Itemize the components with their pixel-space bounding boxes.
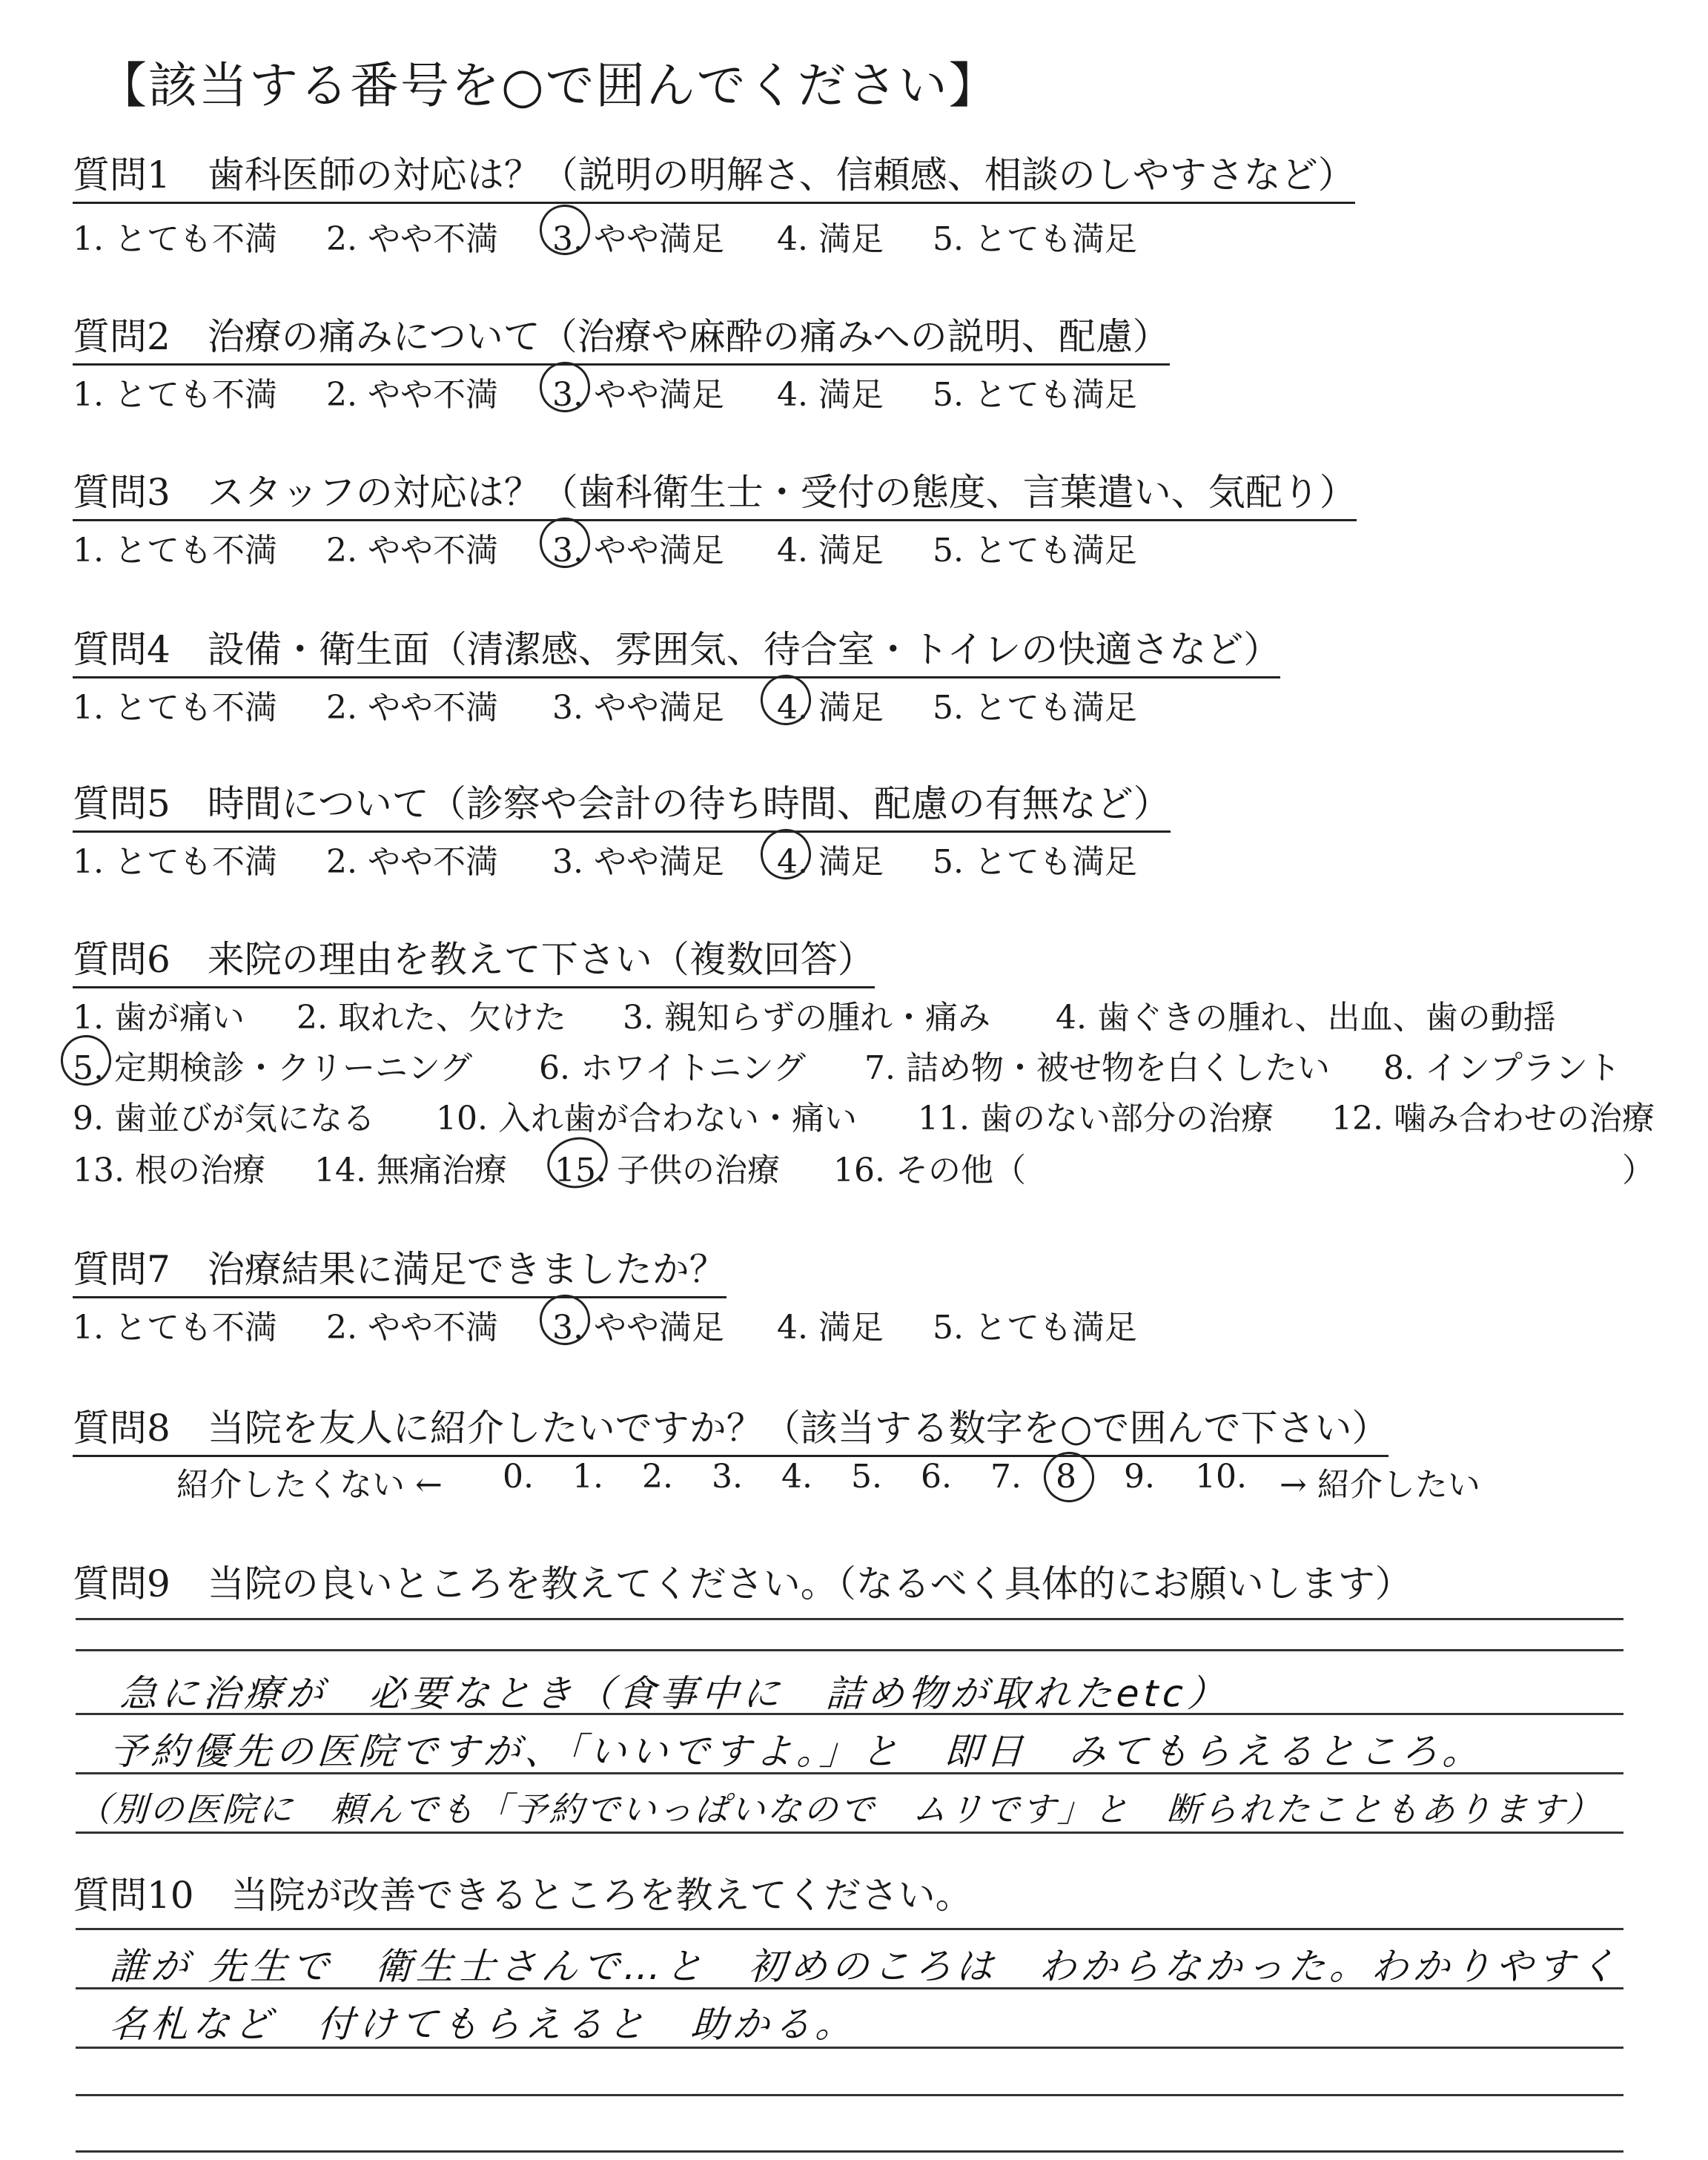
q8-right-label: → 紹介したい bbox=[1280, 1466, 1480, 1504]
question-8-title: 質問8 当院を友人に紹介したいですか？（該当する数字を○で囲んで下さい） bbox=[73, 1398, 1388, 1457]
q1-option-3[interactable]: 3. やや満足 bbox=[552, 220, 724, 258]
q6-option-2[interactable]: 2. 取れた、欠けた bbox=[297, 999, 566, 1037]
q9-answer-line-1 bbox=[76, 1618, 1623, 1620]
q6-option-16[interactable]: 16. その他（ bbox=[833, 1152, 1026, 1189]
q7-option-3[interactable]: 3. やや満足 bbox=[552, 1309, 724, 1347]
q8-number-8[interactable]: 8 bbox=[1056, 1458, 1076, 1496]
q6-option-1[interactable]: 1. 歯が痛い bbox=[73, 999, 245, 1037]
q9-answer-text-1[interactable]: 急に治療が 必要なとき（食事中に 詰め物が取れたetc） bbox=[119, 1672, 1231, 1715]
q8-number-1[interactable]: 1. bbox=[572, 1458, 603, 1496]
q5-option-3[interactable]: 3. やや満足 bbox=[552, 843, 724, 881]
q8-number-9[interactable]: 9. bbox=[1124, 1458, 1155, 1496]
q1-option-5[interactable]: 5. とても満足 bbox=[933, 220, 1137, 258]
q8-number-0[interactable]: 0. bbox=[503, 1458, 534, 1496]
q2-option-2[interactable]: 2. やや不満 bbox=[326, 376, 498, 414]
q8-number-7[interactable]: 7. bbox=[990, 1458, 1022, 1496]
question-4-title: 質問4 設備・衛生面（清潔感、雰囲気、待合室・トイレの快適さなど） bbox=[73, 620, 1280, 678]
q3-option-5[interactable]: 5. とても満足 bbox=[933, 532, 1137, 569]
q8-number-10[interactable]: 10. bbox=[1195, 1458, 1247, 1496]
q2-option-5[interactable]: 5. とても満足 bbox=[933, 376, 1137, 414]
q7-option-2[interactable]: 2. やや不満 bbox=[326, 1309, 498, 1347]
q10-answer-text-2[interactable]: 名札など 付けてもらえると 助かる。 bbox=[108, 2003, 858, 2046]
q6-option-4[interactable]: 4. 歯ぐきの腫れ、出血、歯の動揺 bbox=[1056, 999, 1556, 1037]
q4-option-2[interactable]: 2. やや不満 bbox=[326, 689, 498, 727]
q5-option-5[interactable]: 5. とても満足 bbox=[933, 843, 1137, 881]
form-heading: 【該当する番号を○で囲んでください】 bbox=[98, 57, 999, 114]
q6-option-3[interactable]: 3. 親知らずの腫れ・痛み bbox=[623, 999, 990, 1037]
q1-option-1[interactable]: 1. とても不満 bbox=[73, 220, 277, 258]
q2-option-1[interactable]: 1. とても不満 bbox=[73, 376, 277, 414]
q7-option-5[interactable]: 5. とても満足 bbox=[933, 1309, 1137, 1347]
q8-number-4[interactable]: 4. bbox=[781, 1458, 812, 1496]
q6-option-12[interactable]: 12. 噛み合わせの治療 bbox=[1331, 1100, 1655, 1137]
q8-number-6[interactable]: 6. bbox=[921, 1458, 952, 1496]
q6-option-13[interactable]: 13. 根の治療 bbox=[73, 1152, 265, 1189]
q6-option-14[interactable]: 14. 無痛治療 bbox=[314, 1152, 507, 1189]
question-10-title: 質問10 当院が改善できるところを教えてください。 bbox=[73, 1874, 973, 1917]
q6-option-6[interactable]: 6. ホワイトニング bbox=[539, 1049, 807, 1087]
q4-option-5[interactable]: 5. とても満足 bbox=[933, 689, 1137, 727]
q1-option-2[interactable]: 2. やや不満 bbox=[326, 220, 498, 258]
q3-option-1[interactable]: 1. とても不満 bbox=[73, 532, 277, 569]
q3-option-2[interactable]: 2. やや不満 bbox=[326, 532, 498, 569]
question-9-title: 質問9 当院の良いところを教えてください。（なるべく具体的にお願いします） bbox=[73, 1562, 1412, 1605]
q7-option-4[interactable]: 4. 満足 bbox=[777, 1309, 884, 1347]
question-1-title: 質問1 歯科医師の対応は？（説明の明解さ、信頼感、相談のしやすさなど） bbox=[73, 145, 1355, 204]
q6-option-10[interactable]: 10. 入れ歯が合わない・痛い bbox=[436, 1100, 857, 1137]
q10-answer-line-4 bbox=[76, 2094, 1623, 2096]
q8-number-2[interactable]: 2. bbox=[642, 1458, 673, 1496]
q6-option-11[interactable]: 11. 歯のない部分の治療 bbox=[918, 1100, 1274, 1137]
q6-option-7[interactable]: 7. 詰め物・被せ物を白くしたい bbox=[864, 1049, 1330, 1087]
q5-option-1[interactable]: 1. とても不満 bbox=[73, 843, 277, 881]
question-5-title: 質問5 時間について（診察や会計の待ち時間、配慮の有無など） bbox=[73, 774, 1171, 833]
q2-option-4[interactable]: 4. 満足 bbox=[777, 376, 884, 414]
q10-answer-line-5 bbox=[76, 2150, 1623, 2153]
q9-answer-line-5 bbox=[76, 1832, 1623, 1834]
q4-option-3[interactable]: 3. やや満足 bbox=[552, 689, 724, 727]
q3-option-3[interactable]: 3. やや満足 bbox=[552, 532, 724, 569]
q7-option-1[interactable]: 1. とても不満 bbox=[73, 1309, 277, 1347]
q5-option-2[interactable]: 2. やや不満 bbox=[326, 843, 498, 881]
q6-option-9[interactable]: 9. 歯並びが気になる bbox=[73, 1100, 375, 1137]
q10-answer-text-1[interactable]: 誰が 先生で 衛生士さんで…と 初めのころは わからなかった。わかりやすく bbox=[108, 1945, 1622, 1988]
q4-option-4[interactable]: 4. 満足 bbox=[777, 689, 884, 727]
question-6-title: 質問6 来院の理由を教えて下さい（複数回答） bbox=[73, 930, 875, 988]
q3-option-4[interactable]: 4. 満足 bbox=[777, 532, 884, 569]
q1-option-4[interactable]: 4. 満足 bbox=[777, 220, 884, 258]
q9-answer-text-2[interactable]: 予約優先の医院ですが、「いいですよ。」と 即日 みてもらえるところ。 bbox=[108, 1730, 1486, 1773]
question-2-title: 質問2 治療の痛みについて（治療や麻酔の痛みへの説明、配慮） bbox=[73, 307, 1170, 366]
q6-other-close-paren: ） bbox=[1622, 1152, 1655, 1189]
q9-answer-line-2 bbox=[76, 1649, 1623, 1651]
q8-number-3[interactable]: 3. bbox=[712, 1458, 743, 1496]
q5-option-4[interactable]: 4. 満足 bbox=[777, 843, 884, 881]
question-7-title: 質問7 治療結果に満足できましたか？ bbox=[73, 1240, 726, 1298]
q8-left-label: 紹介したくない ← bbox=[176, 1466, 443, 1504]
q6-option-5[interactable]: 5. 定期検診・クリーニング bbox=[73, 1049, 473, 1087]
q10-answer-line-1 bbox=[76, 1928, 1623, 1930]
question-3-title: 質問3 スタッフの対応は？（歯科衛生士・受付の態度、言葉遣い、気配り） bbox=[73, 463, 1357, 521]
q4-option-1[interactable]: 1. とても不満 bbox=[73, 689, 277, 727]
q6-option-15[interactable]: 15. 子供の治療 bbox=[555, 1152, 780, 1189]
q8-number-5[interactable]: 5. bbox=[851, 1458, 882, 1496]
q6-option-8[interactable]: 8. インプラント bbox=[1383, 1049, 1621, 1087]
q2-option-3[interactable]: 3. やや満足 bbox=[552, 376, 724, 414]
q9-answer-text-3[interactable]: （別の医院に 頼んでも「予約でいっぱいなので ムリです」と 断られたこともあります） bbox=[76, 1789, 1604, 1829]
